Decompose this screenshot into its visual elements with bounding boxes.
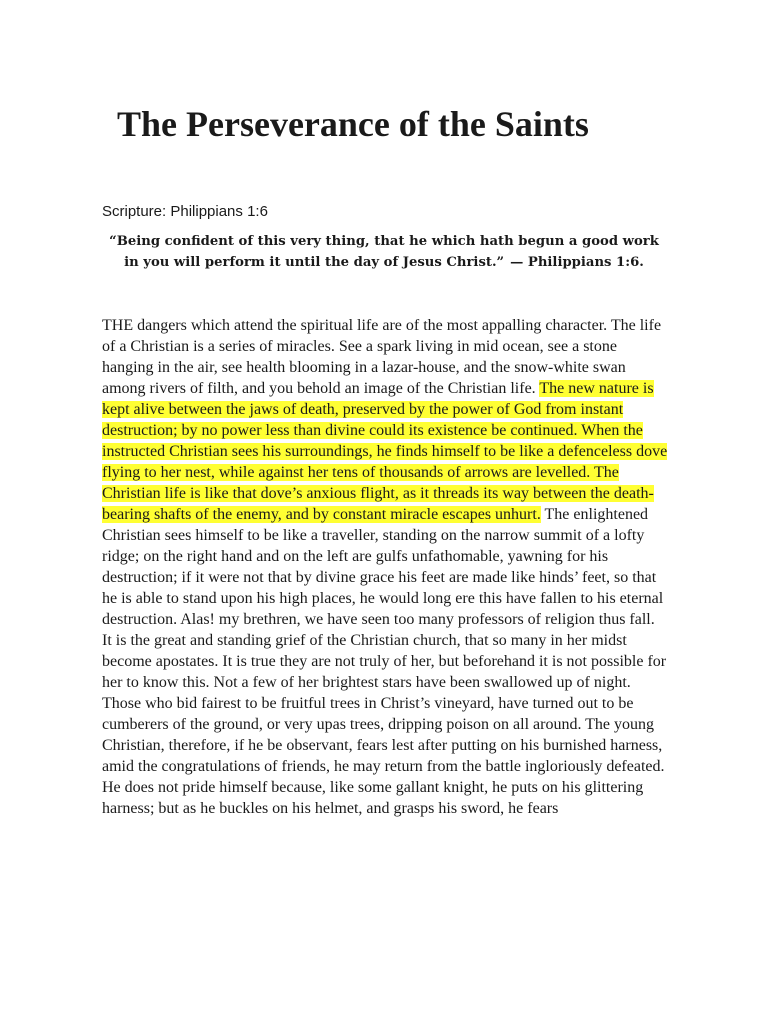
body-paragraph — [102, 315, 668, 819]
epigraph-quote: “Being confident of this very thing, that he which hath begun a good work in you will perform it until the day of Jesus Christ.” — [109, 234, 659, 270]
page-title: The Perseverance of the Saints — [117, 104, 589, 144]
highlighted-passage[interactable]: The new nature is kept alive between the jaws of death, preserved by the power of God from instant destruction; by no power less than divine could its existence be continued. When the instructed Christian sees his surroundings, he finds himself to be like a defenceless dove flying to her nest, while against her tens of thousands of arrows are levelled. The Christian life is like that dove’s anxious flight, as it threads its way between the death-bearing shafts of the enemy, and by constant miracle escapes unhurt. — [102, 380, 668, 523]
epigraph-citation: — Philippians 1:6. — [510, 255, 644, 270]
body-text-start: THE dangers which attend the spiritual life are of the most appalling character. The life of a Christian is a series of miracles. See a spark living in mid ocean, see a stone hanging in the air, see health blooming in a lazar-house, and the snow-white swan among rivers of filth, and you behold an image of the Christian life. — [102, 317, 662, 397]
epigraph — [102, 231, 666, 273]
body-text-continued: The enlightened Christian sees himself to be like a traveller, standing on the narrow summit of a lofty ridge; on the right hand and on the left are gulfs unfathomable, yawning for his destruction; if it were not that by divine grace his feet are made like hinds’ feet, so that he is able to stand upon his high places, he would long ere this have fallen to his eternal destruction. Alas! my brethren, we have seen too many professors of religion thus fall. It is the great and standing grief of the Christian church, that so many in her midst become apostates. It is true they are not truly of her, but beforehand it is not possible for her to know this. Not a few of her brightest stars have been swallowed up of night. Those who bid fairest to be fruitful trees in Christ’s vineyard, have turned out to be cumberers of the ground, or very upas trees, dripping poison on all around. The young Christian, therefore, if he be observant, fears lest after putting on his burnished harness, amid the congratulations of friends, he may return from the battle ingloriously defeated. He does not pride himself because, like some gallant knight, he puts on his glittering harness; but as he buckles on his helmet, and grasps his sword, he fears — [102, 506, 667, 817]
scripture-reference: Scripture: Philippians 1:6 — [102, 203, 268, 220]
